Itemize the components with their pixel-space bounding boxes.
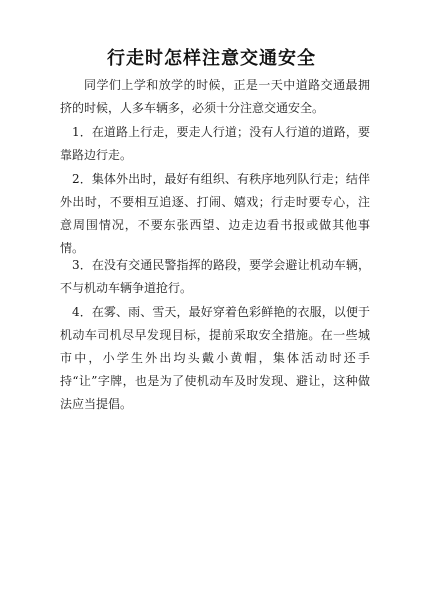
paragraph-item-1: 1．在道路上行走，要走人行道；没有人行道的道路，要靠路边行走。 [60, 125, 370, 162]
paragraph-item-4: 4．在雾、雨、雪天，最好穿着色彩鲜艳的衣服，以便于机动车司机尽早发现目标，提前采取安全措施。在一些城市中，小学生外出均头戴小黄帽，集体活动时还手持“让”字牌，也是为了使机动车及时发现、避让，这种做法应当提倡。 [60, 305, 370, 411]
paragraph-item-3: 3．在没有交通民警指挥的路段，要学会避让机动车辆，不与机动车辆争道抢行。 [60, 258, 370, 295]
paragraph-intro: 同学们上学和放学的时候，正是一天中道路交通最拥挤的时候，人多车辆多，必须十分注意交通安全。 [60, 78, 370, 115]
paragraph-item-2: 2．集体外出时，最好有组织、有秩序地列队行走；结伴外出时，不要相互追逐、打闹、嬉戏；行走时要专心，注意周围情况，不要东张西望、边走边看书报或做其他事情。 [60, 172, 370, 255]
document-title: 行走时怎样注意交通安全 [107, 48, 316, 69]
